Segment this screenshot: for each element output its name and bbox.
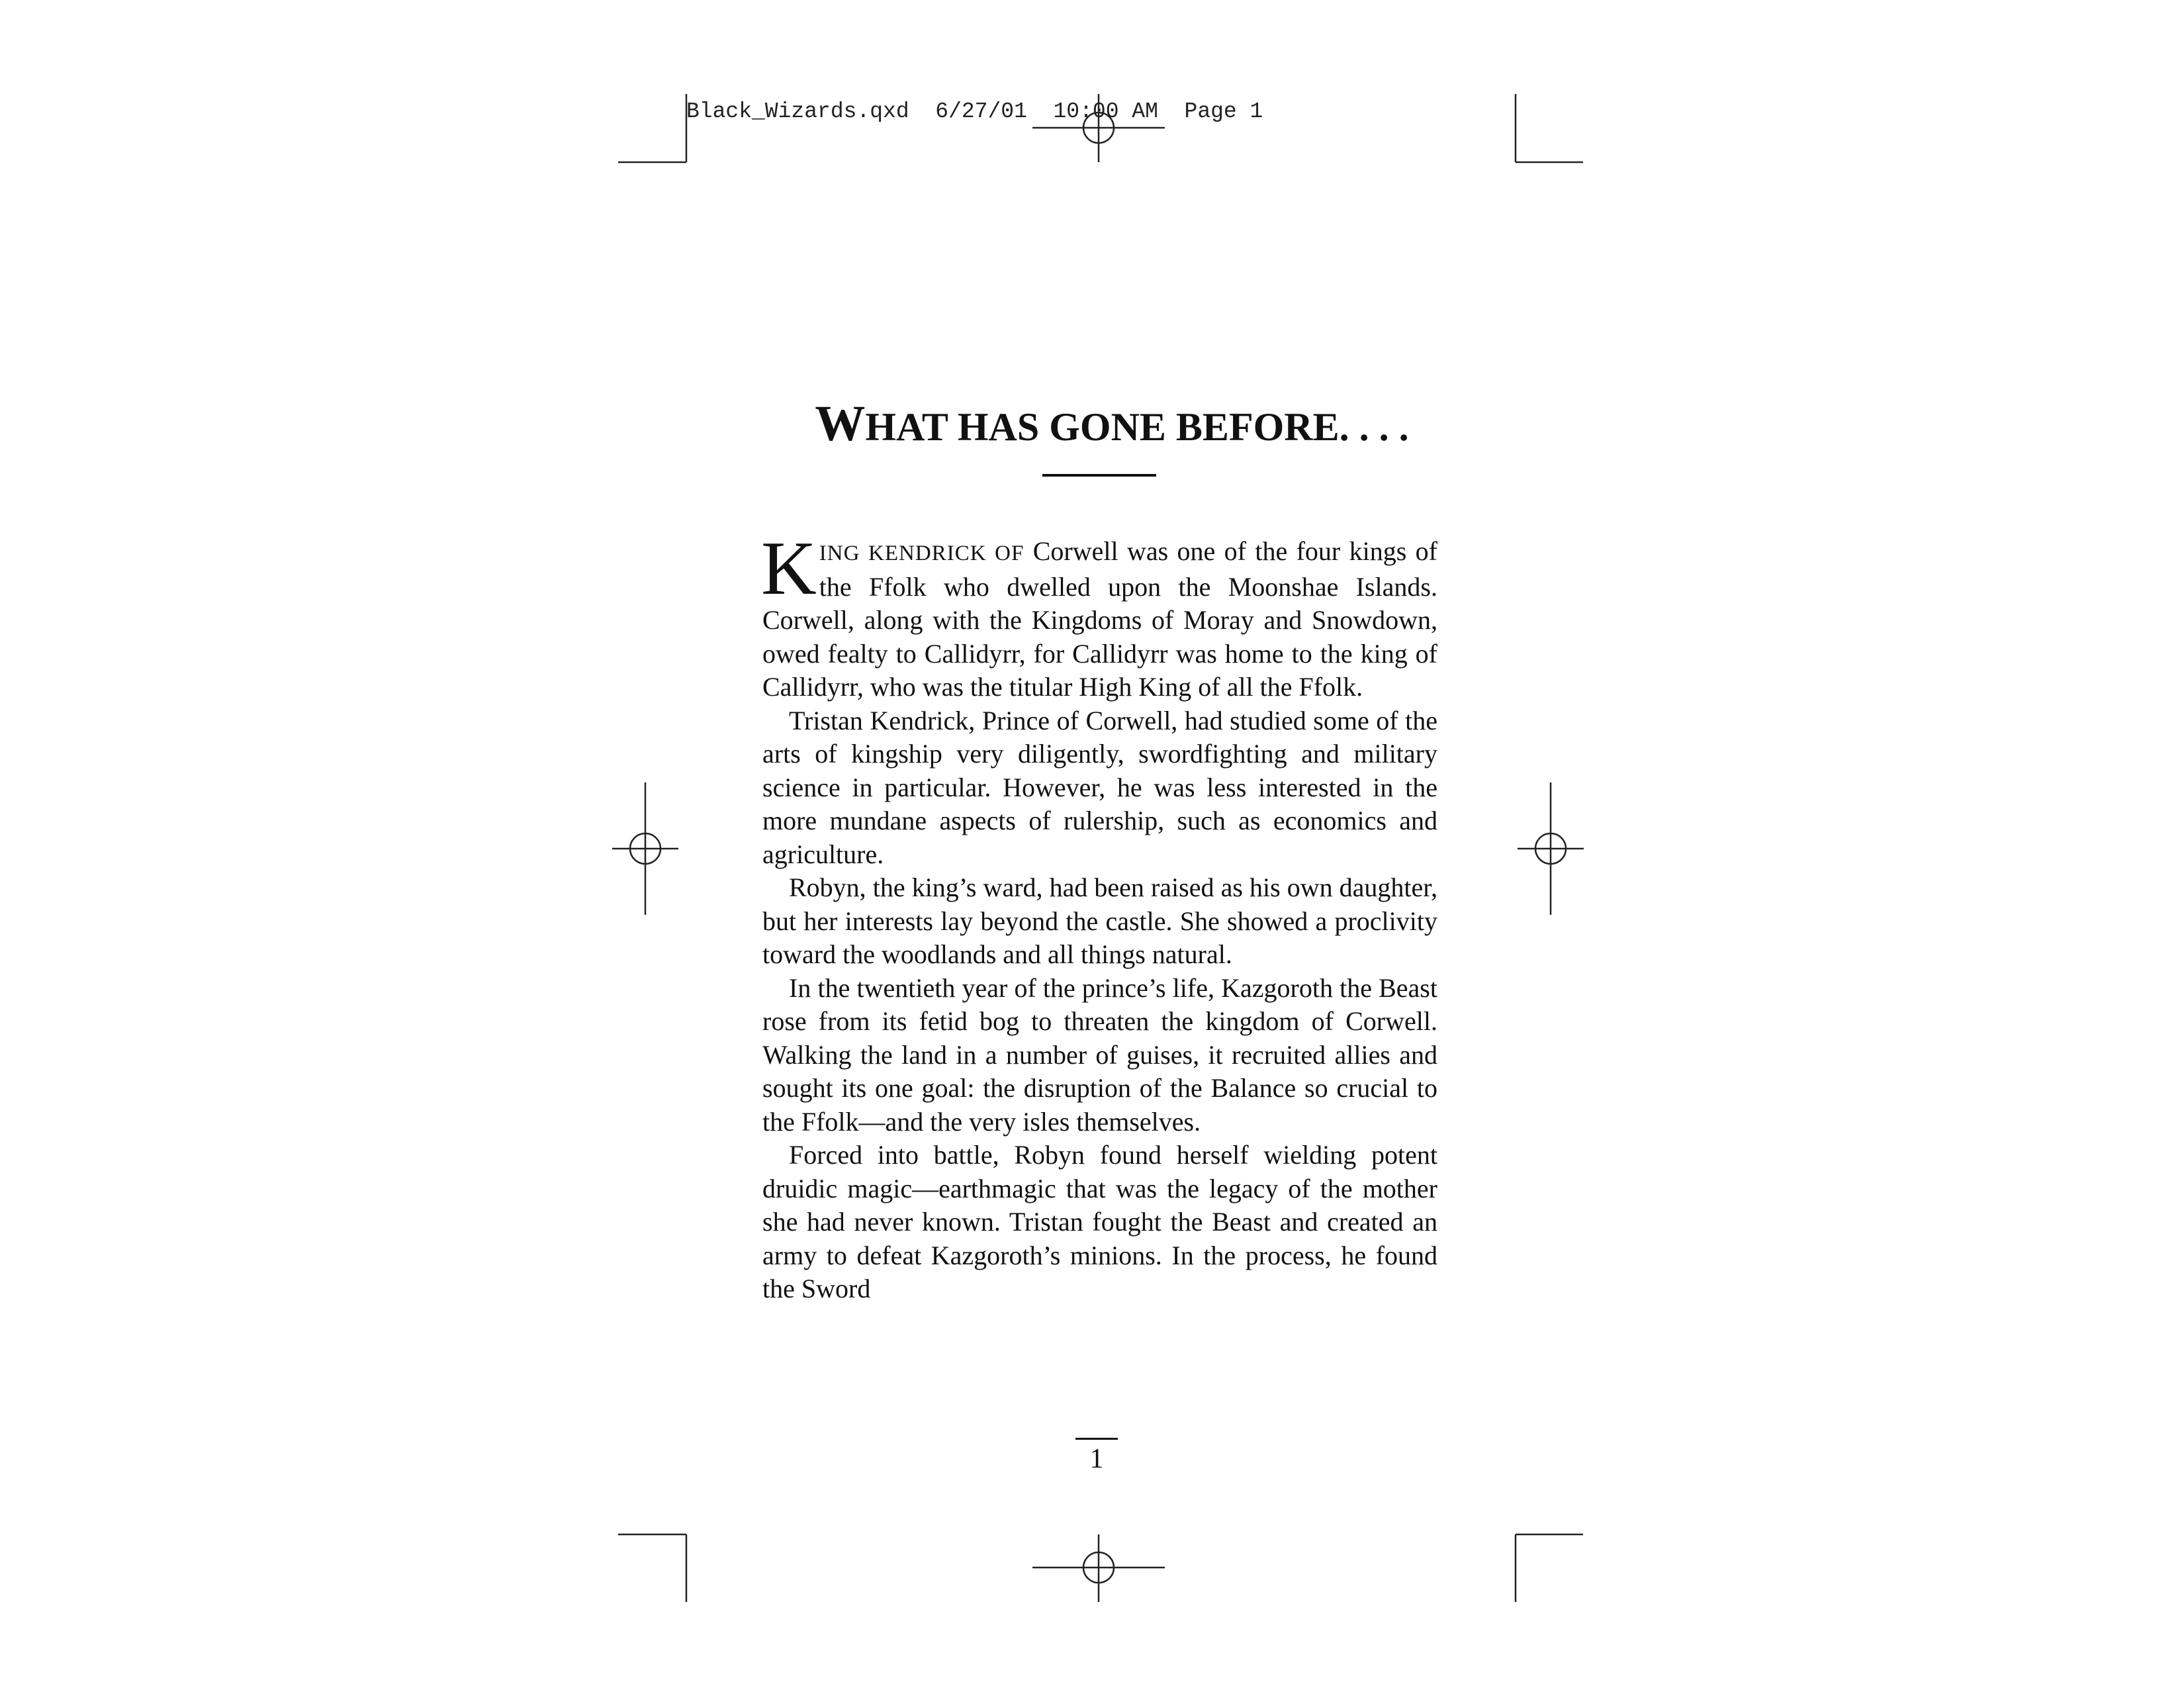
crop-mark-bottom-right <box>1516 1534 1583 1602</box>
slug-line: Black_Wizards.qxd 6/27/01 10:00 AM Page 1 <box>686 99 1263 124</box>
registration-mark-bottom <box>1032 1534 1165 1602</box>
heading-text: HAT HAS GONE BEFORE. . . . <box>865 405 1409 449</box>
paragraph: In the twentieth year of the prince’s life, Kazgoroth the Beast rose from its fetid bog to threaten the kingdom of Corwell. Walking the land in a number of guises, it recruited allies and sought its one goal: the disruption of the Balance so crucial to the Ffolk—and the very isles themselves. <box>762 972 1437 1137</box>
small-caps-lead-in: ING KENDRICK OF <box>819 541 1024 565</box>
folio-rule <box>1075 1438 1118 1440</box>
paragraph: Forced into battle, Robyn found herself wielding potent druidic magic—earthmagic that was the legacy of the mother she had never known. Tristan fought the Beast and created an army to defeat Kazgoroth’s minions. In the process, he found the Sword <box>762 1140 1437 1303</box>
page-number: 1 <box>1089 1444 1104 1474</box>
first-paragraph-text: Corwell was one of the four kings of the Ffolk who dwelled upon the Moonshae Islands. Corwell, along with the Kingdoms of Moray and Snowdown, owed fealty to Callidyrr, for Callidyrr was home to the king of Callidyrr, who was the titular High King of all the Ffolk. <box>762 536 1437 702</box>
drop-cap: K <box>761 526 817 611</box>
heading-initial: W <box>815 396 866 451</box>
heading-underline <box>1042 474 1156 477</box>
first-paragraph <box>761 526 1437 704</box>
registration-mark-right <box>1518 782 1584 915</box>
body-text <box>761 526 1437 1306</box>
chapter-heading <box>715 396 1509 451</box>
crop-mark-top-right <box>1516 94 1583 162</box>
crop-mark-bottom-left <box>618 1534 686 1602</box>
paragraph: Robyn, the king’s ward, had been raised as his own daughter, but her interests lay beyond the castle. She showed a proclivity toward the woodlands and all things natural. <box>762 872 1437 969</box>
registration-mark-left <box>612 782 678 915</box>
paragraph: Tristan Kendrick, Prince of Corwell, had studied some of the arts of kingship very diligently, swordfighting and military science in particular. However, he was less interested in the more mundane aspects of rulership, such as economics and agriculture. <box>762 705 1437 869</box>
crop-mark-top-left <box>618 94 686 162</box>
